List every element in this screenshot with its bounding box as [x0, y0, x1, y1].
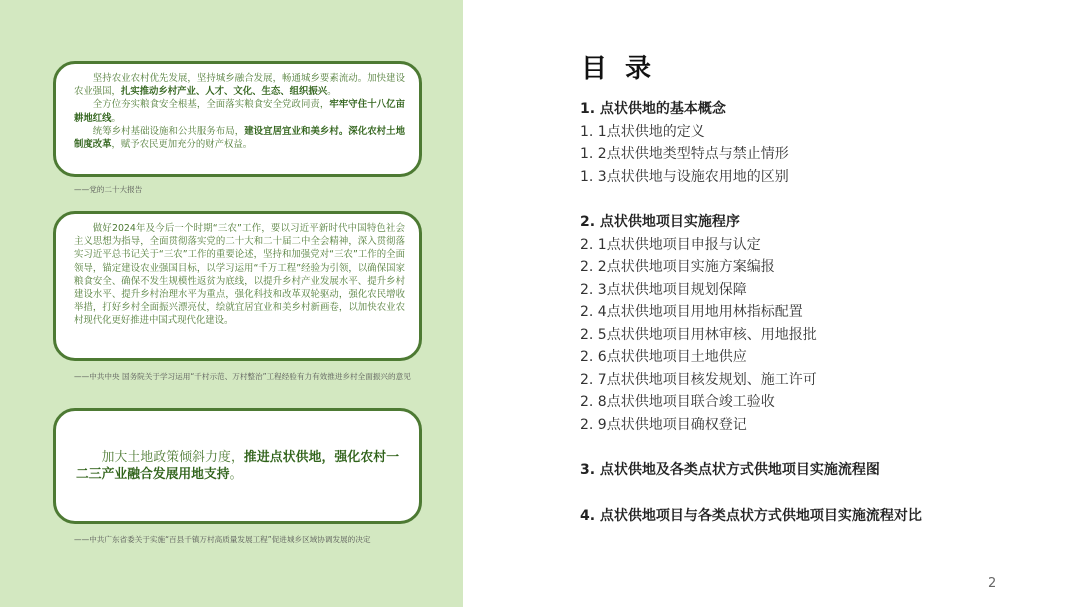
quote-source-guangdong-decision: ——中共广东省委关于实施“百县千镇万村高质量发展工程”促进城乡区域协调发展的决定: [74, 535, 371, 544]
quotes-panel: [0, 0, 463, 607]
quote-text: 。: [229, 467, 243, 482]
quote-emphasis: 推进点状供地，强化农村一二三产业融合发展用地支持: [76, 450, 400, 482]
toc-section: [580, 98, 1060, 188]
toc-item: 2. 5点状供地项目用林审核、用地报批: [580, 326, 817, 343]
toc-section: [580, 211, 1060, 436]
toc-item: 2. 2点状供地项目实施方案编报: [580, 259, 775, 275]
quote-source-party-congress: ——党的二十大报告: [74, 185, 143, 194]
toc-item: 2. 7点状供地项目核发规划、施工许可: [580, 371, 817, 388]
quote-emphasis: 扎实推动乡村产业、人才、文化、生态、组织振兴: [120, 86, 328, 98]
toc-item: 2. 8点状供地项目联合竣工验收: [580, 394, 775, 410]
quote-text: 全方位夯实粮食安全根基，全面落实粮食安全党政同责，: [92, 99, 330, 111]
quote-text: ，赋予农民更加充分的财产权益。: [111, 139, 253, 151]
quote-paragraph: [76, 449, 399, 483]
quote-emphasis: 牢牢守住十八亿亩耕地红线: [74, 99, 405, 124]
quote-text: 。: [111, 112, 121, 124]
quote-paragraph: [74, 125, 405, 151]
table-of-contents: [580, 98, 1060, 550]
quote-box-guangdong-decision: [53, 408, 422, 524]
toc-section-title: 2. 点状供地项目实施程序: [580, 214, 740, 230]
quote-box-party-congress: [53, 61, 422, 177]
toc-title: 目录: [581, 54, 670, 84]
toc-section-title: 4. 点状供地项目与各类点状方式供地项目实施流程对比: [580, 507, 922, 524]
quote-text: 坚持农业农村优先发展，坚持城乡融合发展，畅通城乡要素流动。加快建设农业强国，: [74, 73, 405, 98]
quote-source-central-document: ——中共中央 国务院关于学习运用“千村示范、万村整治”工程经验有力有效推进乡村全面振兴的意见: [74, 372, 411, 381]
quote-paragraph: [74, 72, 405, 98]
quote-text: 做好2024年及今后一个时期“三农”工作，要以习近平新时代中国特色社会主义思想为指导，全面贯彻落实党的二十大和二十届二中全会精神，深入贯彻落实习近平总书记关于“三农”工作的重要论述，坚持和加强党对“三农”工作的全面领导，锚定建设农业强国目标，以学习运用“千万工程”经验为引领，以确保国家粮食安全、确保不发生规模性返贫为底线，以提升乡村产业发展水平、提升乡村建设水平、提升乡村治理水平为重点，强化科技和改革双轮驱动，强化农民增收举措，打好乡村全面振兴漂亮仗，绘就宜居宜业和美乡村新画卷，以加快农业农村现代化更好推进中国式现代化建设。: [74, 223, 405, 327]
quote-emphasis: 建设宜居宜业和美乡村。深化农村土地制度改革: [74, 125, 405, 151]
toc-item: 2. 4点状供地项目用地用林指标配置: [580, 304, 803, 320]
page-number: 2: [988, 576, 997, 591]
quote-text: 统筹乡村基础设施和公共服务布局，: [92, 125, 245, 137]
toc-item: 1. 2点状供地类型特点与禁止情形: [580, 146, 789, 162]
quote-paragraph: [74, 222, 405, 328]
quote-box-central-document: [53, 211, 422, 361]
toc-item: 2. 3点状供地项目规划保障: [580, 281, 747, 298]
toc-item: 1. 3点状供地与设施农用地的区别: [580, 168, 789, 185]
quote-paragraph: [74, 98, 405, 124]
toc-item: 1. 1点状供地的定义: [580, 123, 705, 140]
toc-item: 2. 6点状供地项目土地供应: [580, 349, 747, 365]
toc-item: 2. 1点状供地项目申报与认定: [580, 236, 761, 253]
toc-section: [580, 505, 1060, 528]
toc-section: [580, 459, 1060, 482]
toc-section-title: 1. 点状供地的基本概念: [580, 101, 726, 117]
quote-text: 加大土地政策倾斜力度，: [101, 450, 244, 465]
toc-section-title: 3. 点状供地及各类点状方式供地项目实施流程图: [580, 462, 880, 478]
toc-item: 2. 9点状供地项目确权登记: [580, 416, 747, 433]
quote-text: 。: [327, 86, 337, 98]
